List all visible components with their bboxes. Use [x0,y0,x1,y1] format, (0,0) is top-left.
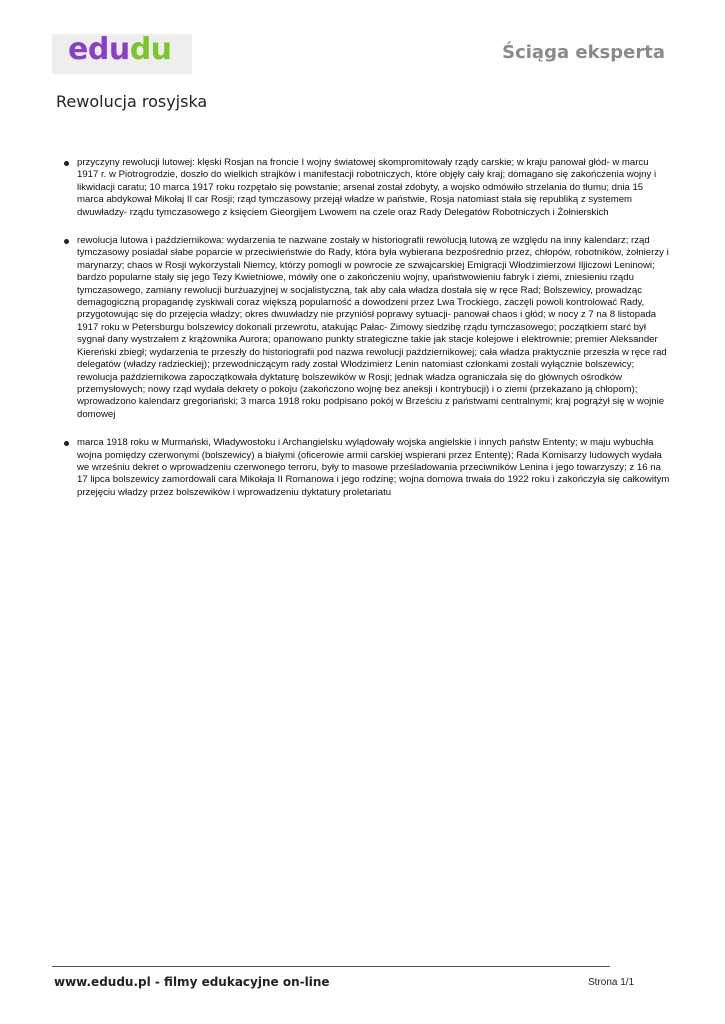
logo-part-edu: edu [68,32,130,67]
list-item [62,235,670,421]
footer-divider [52,966,610,967]
document-title: Rewolucja rosyjska [56,92,208,111]
list-item [62,157,670,219]
bullet-list [62,157,670,499]
bullet-icon [64,441,69,446]
list-item-text: przyczyny rewolucji lutowej: klęski Rosjan na froncie I wojny światowej skompromitowały rządy carskie; w kraju panował głód- w marcu 1917 r. w Piotrogrodzie, doszło do wielkich strajków i manifestacji robotniczych, które objęły cały kraj; domagano się zakończenia wojny i likwidacji caratu; 10 marca 1917 roku rozpętało się powstanie; arsenał został zdobyty, a wojsko odmówiło strzelania do tłumu; dnia 15 marca abdykował Mikołaj II car Rosji; rząd tymczasowy przejął władze w państwie, Rosja natomiast stała się republiką z systemem dwuwładzy- rządu tymczasowego z księciem Gieorgijem Lwowem na czele oraz Rady Delegatów Robotniczych i Żołnierskich [77,157,657,218]
header-title: Ściąga eksperta [502,42,665,63]
list-item-text: marca 1918 roku w Murmański, Władywostoku i Archangielsku wylądowały wojska angielskie i innych państw Ententy; w maju wybuchła wojna pomiędzy czerwonymi (bolszewicy) a białymi (oficerowie armii carskiej wspierani przez Ententę); Rada Komisarzy ludowych wydała we wrześniu dekret o wprowadzeniu czerwonego terroru, były to masowe prześladowania przeciwników Lenina i jego towarzyszy; z 16 na 17 lipca bolszewicy zamordowali cara Mikołaja II Romanowa i jego rodzinę; wojna domowa trwała do 1922 roku i zakończyła się całkowitym przejęciu władzy przez bolszewików i wprowadzeniu dyktatury proletariatu [77,437,670,498]
logo-text [68,30,172,70]
list-item-text: rewolucja lutowa i październikowa: wydarzenia te nazwane zostały w historiografii rewolucją lutową ze względu na inny kalendarz; rząd tymczasowy posiadał słabe poparcie w przeciwieństwie do Rady, która była wybierana bezpośrednio przez, chłopów, robotników, żołnierzy i marynarzy; chaos w Rosji wykorzystali Niemcy, którzy pomogli w powrocie ze szwajcarskiej Emigracji Włodzimierzowi Iljiczowi Leninowi; bardzo popularne stały się jego Tezy Kwietniowe, mówiły one o zakończeniu wojny, upaństwowieniu fabryk i ziemi, zniesieniu rządu tymczasowego, zamiany rewolucji burżuazyjnej w socjalistyczną, tak aby cała władza dostała się w ręce Rad; Bolszewicy, prowadząc demagogiczną propagandę zyskiwali coraz większą popularność a dowodzeni przez Lwa Trockiego, zaczęli powoli kontrolować Rady, przygotowując się do przejęcia władzy; okres dwuwładzy nie przyniósł poprawy sytuacji- panował chaos i głód; w nocy z 7 na 8 listopada 1917 roku w Petersburgu bolszewicy dokonali przewrotu, atakując Pałac- Zimowy siedzibę rządu tymczasowego; początkiem starć był sygnał dany wystrzałem z krążownika Aurora; opanowano punkty strategiczne takie jak stacje kolejowe i elektrownie; premier Aleksander Kiereński zbiegł; wydarzenia te przeszły do historiografii pod nazwa rewolucji październikowej; cała władza praktycznie przeszła w ręce rad delegatów (władzy radzieckiej); przewodniczącym rady został Włodzimierz Lenin natomiast członkami zostali wyłącznie bolszewicy; rewolucja październikowa zapoczątkowała dyktaturę bolszewików w Rosji; jednak władza ograniczała się do głównych ośrodków przemysłowych; nowy rząd wydała dekrety o pokoju (zakończono wojnę bez aneksji i kontrybucji) i o ziemi (przekazano ją chłopom); wprowadzono kalendarz gregoriański; 3 marca 1918 roku podpisano pokój w Brześciu z państwami centralnymi; kraj pogrążył się w wojnie domowej [77,235,669,420]
list-item [62,437,670,499]
bullet-icon [64,239,69,244]
bullet-icon [64,161,69,166]
document-content [62,157,670,515]
logo [52,34,192,74]
logo-part-du: du [129,32,172,67]
footer-site-link[interactable]: www.edudu.pl - filmy edukacyjne on-line [54,975,330,989]
footer-page-number: Strona 1/1 [588,977,635,988]
